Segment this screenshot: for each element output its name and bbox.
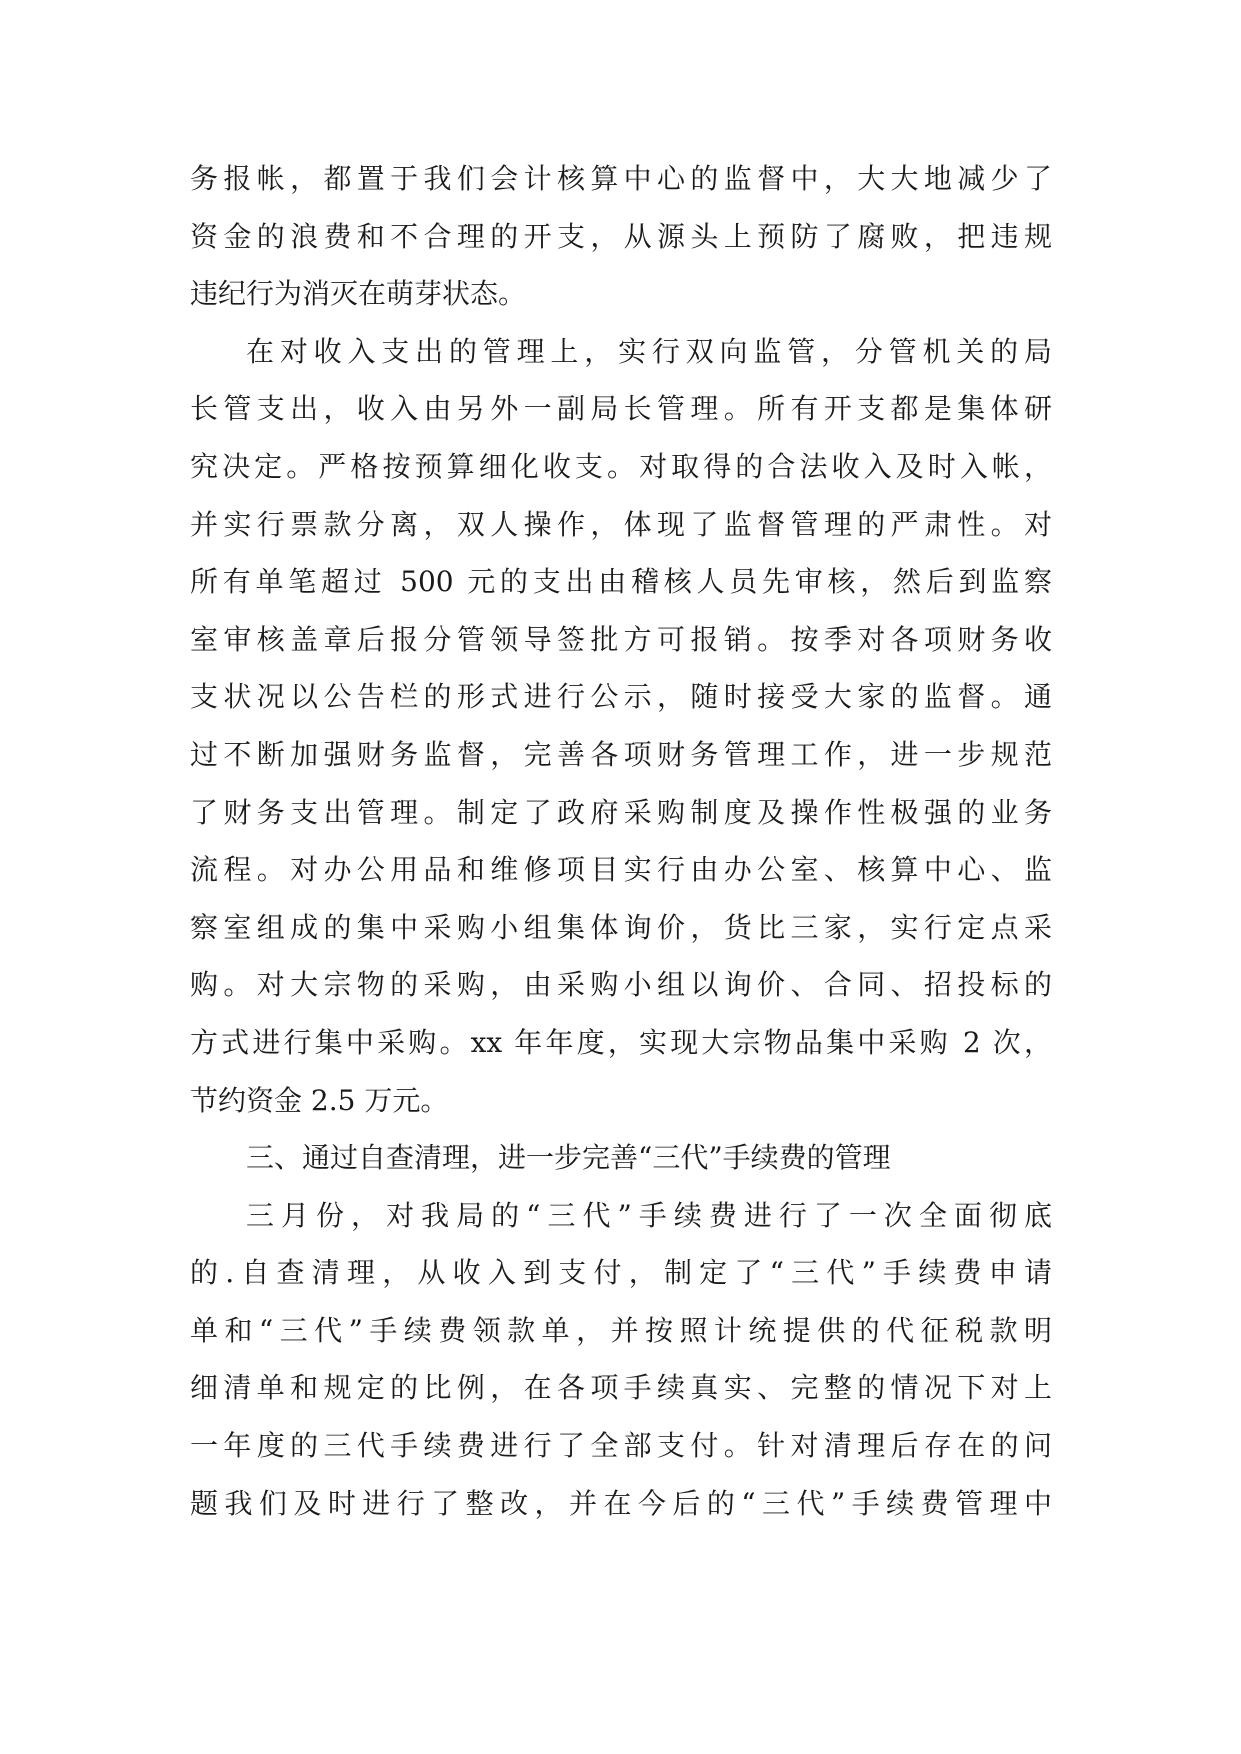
text-line: 所有单笔超过 500 元的支出由稽核人员先审核，然后到监察	[190, 565, 1052, 599]
text-line: 三月份，对我局的“三代”手续费进行了一次全面彻底	[246, 1198, 1052, 1232]
text-line: 长管支出，收入由另外一副局长管理。所有开支都是集体研	[190, 392, 1052, 426]
text-line: 三、通过自查清理，进一步完善“三代”手续费的管理	[246, 1141, 891, 1175]
text-line: 室审核盖章后报分管领导签批方可报销。按季对各项财务收	[190, 622, 1052, 656]
body-text	[190, 150, 1052, 1532]
text-line: 察室组成的集中采购小组集体询价，货比三家，实行定点采	[190, 910, 1052, 944]
text-line: 购。对大宗物的采购，由采购小组以询价、合同、招投标的	[190, 968, 1052, 1002]
text-line: 单和“三代”手续费领款单，并按照计统提供的代征税款明	[190, 1313, 1052, 1347]
text-line: 流程。对办公用品和维修项目实行由办公室、核算中心、监	[190, 853, 1052, 887]
text-line: 并实行票款分离，双人操作，体现了监督管理的严肃性。对	[190, 507, 1052, 541]
text-line: 一年度的三代手续费进行了全部支付。针对清理后存在的问	[190, 1429, 1052, 1463]
text-line: 过不断加强财务监督，完善各项财务管理工作，进一步规范	[190, 737, 1052, 771]
text-line: 违纪行为消灭在萌芽状态。	[190, 277, 527, 311]
text-line: 的.自查清理，从收入到支付，制定了“三代”手续费申请	[190, 1256, 1052, 1290]
text-line: 务报帐，都置于我们会计核算中心的监督中，大大地减少了	[190, 162, 1052, 195]
text-line: 了财务支出管理。制定了政府采购制度及操作性极强的业务	[190, 795, 1052, 829]
text-line: 节约资金 2.5 万元。	[190, 1083, 449, 1117]
text-line: 究决定。严格按预算细化收支。对取得的合法收入及时入帐，	[190, 449, 1052, 483]
text-line: 细清单和规定的比例，在各项手续真实、完整的情况下对上	[190, 1371, 1052, 1405]
text-line: 在对收入支出的管理上，实行双向监管，分管机关的局	[246, 334, 1052, 368]
text-line: 题我们及时进行了整改，并在今后的“三代”手续费管理中	[190, 1486, 1052, 1520]
text-line: 方式进行集中采购。xx 年年度，实现大宗物品集中采购 2 次，	[190, 1025, 1052, 1059]
text-line: 资金的浪费和不合理的开支，从源头上预防了腐败，把违规	[190, 219, 1052, 253]
text-line: 支状况以公告栏的形式进行公示，随时接受大家的监督。通	[190, 680, 1052, 714]
